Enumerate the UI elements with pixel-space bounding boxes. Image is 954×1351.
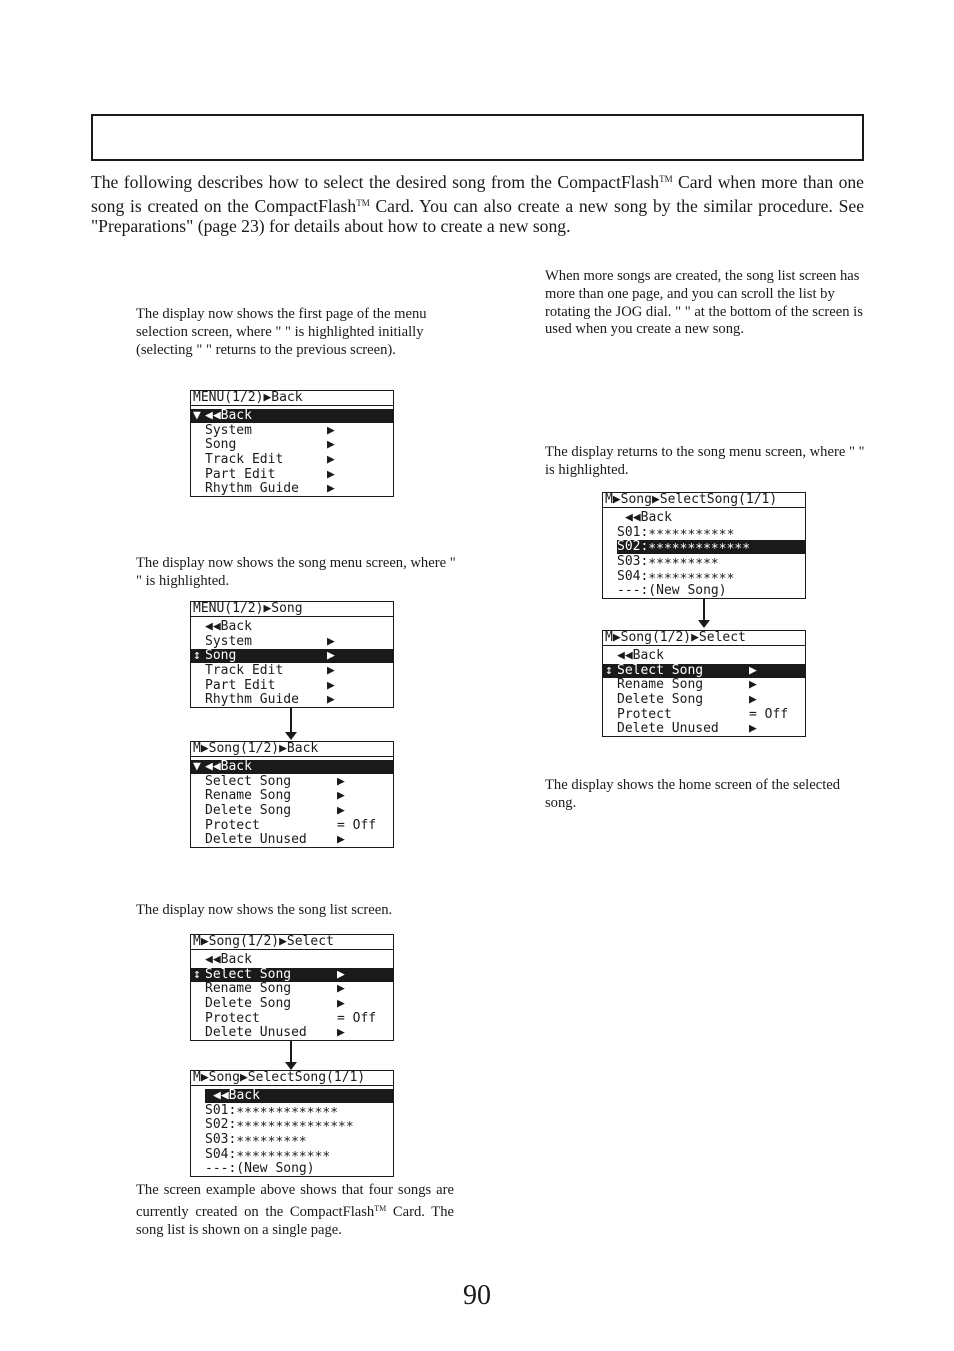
step1-caption: The display now shows the first page of the menu selection screen, where " " is highlighted initially (selecting " " returns to the previous screen). bbox=[136, 306, 427, 358]
trademark: TM bbox=[356, 197, 370, 208]
right-note: When more songs are created, the song list screen has more than one page, and you can scroll the list by rotating the JOG dial. " " at the bottom of the screen is used when you create a new song. bbox=[545, 268, 863, 338]
step2-caption: The display now shows the song menu screen, where " " is highlighted. bbox=[136, 555, 456, 589]
page-number: 90 bbox=[463, 1280, 491, 1311]
flow-arrow bbox=[703, 598, 705, 622]
step3-caption: The display now shows the song list screen. bbox=[136, 902, 393, 918]
trademark: TM bbox=[659, 174, 673, 184]
lcd-songlist-s02: M▶Song▶SelectSong(1/1) ◀◀Back S01:∗∗∗∗∗∗∗∗∗∗∗ S02:∗∗∗∗∗∗∗∗∗∗∗∗∗ S03:∗∗∗∗∗∗∗∗∗ S04:∗∗∗∗∗∗∗∗∗∗∗ ---:(New Song) bbox=[602, 492, 806, 599]
lcd-songlist-back: M▶Song▶SelectSong(1/1) ◀◀Back S01:∗∗∗∗∗∗∗∗∗∗∗∗∗ S02:∗∗∗∗∗∗∗∗∗∗∗∗∗∗∗ S03:∗∗∗∗∗∗∗∗∗ S04:∗∗∗∗∗∗∗∗∗∗∗∗ ---:(New Song) bbox=[190, 1070, 394, 1177]
lcd-song-select: M▶Song(1/2)▶Select ◀◀Back ↕ Select Song ▶ Rename Song ▶ Delete Song ▶ Protect = Off Delete Unused ▶ bbox=[190, 934, 394, 1041]
step3-note: The screen example above shows that four songs are currently created on the CompactFlash™ Card. The song list is shown on a single page. bbox=[136, 1182, 454, 1238]
lcd-menu-song: MENU(1/2)▶Song ◀◀Back System ▶ ↕ Song ▶ Track Edit ▶ Part Edit ▶ Rhythm Guide ▶ bbox=[190, 601, 394, 708]
step5-caption: The display shows the home screen of the selected song. bbox=[545, 777, 841, 811]
flow-arrow bbox=[290, 1040, 292, 1064]
lcd-song-back: M▶Song(1/2)▶Back ▼ ◀◀Back Select Song ▶ Rename Song ▶ Delete Song ▶ Protect = Off Delete Unused ▶ bbox=[190, 741, 394, 848]
lcd-song-select-right: M▶Song(1/2)▶Select ◀◀Back ↕ Select Song ▶ Rename Song ▶ Delete Song ▶ Protect = Off Delete Unused ▶ bbox=[602, 630, 806, 737]
section-title-box bbox=[91, 114, 864, 161]
flow-arrow bbox=[290, 708, 292, 734]
intro-paragraph: The following describes how to select the desired song from the CompactFlash™ Card when more than one song is created on the CompactFlash™ Card. You can also create a new song by the similar procedure. See "Preparations" (page 23) for details about how to create a new song. bbox=[91, 172, 865, 236]
trademark: TM bbox=[374, 1203, 387, 1213]
step4-caption: The display returns to the song menu screen, where " " is highlighted. bbox=[545, 444, 865, 478]
lcd-menu-back: MENU(1/2)▶Back ▼ ◀◀Back System ▶ Song ▶ Track Edit ▶ Part Edit ▶ Rhythm Guide ▶ bbox=[190, 390, 394, 497]
